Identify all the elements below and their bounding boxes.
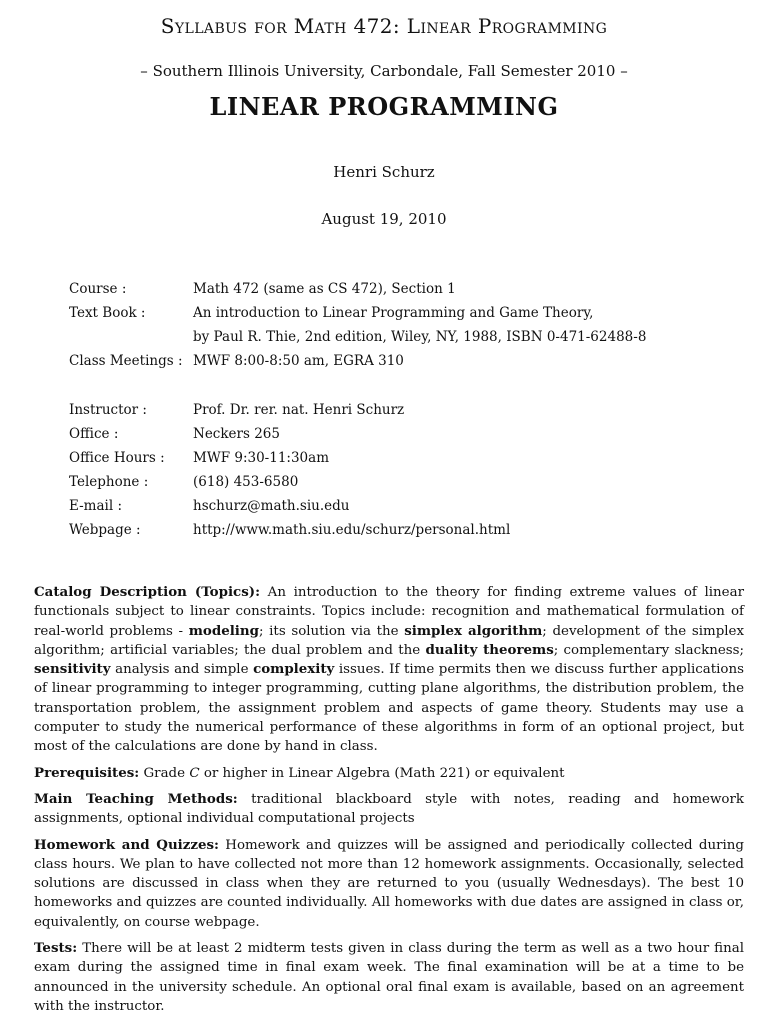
paragraph-text: ; development of the simplex algorithm; artificial variables; the dual problem and the: [34, 623, 745, 658]
keyword: duality theorems: [425, 641, 554, 658]
keyword: sensitivity: [34, 661, 111, 678]
section-heading: Homework and Quizzes:: [34, 836, 219, 853]
section-heading: Main Teaching Methods:: [34, 790, 238, 807]
paragraph-text: or higher in Linear Algebra (Math 221) or equivalent: [199, 765, 565, 781]
info-value: hschurz@math.siu.edu: [193, 498, 350, 514]
info-label: Webpage :: [69, 522, 141, 538]
syllabus-body: [34, 583, 744, 1023]
info-value: An introduction to Linear Programming and Game Theory,: [193, 305, 594, 321]
paragraph-text: An introduction to the theory for finding extreme values of linear functionals subject to linear constraints. Topics include: recognition and mathematical formulation of real-world problems -: [34, 585, 744, 639]
prerequisites-paragraph: [34, 764, 744, 783]
grade-value: C: [189, 765, 200, 781]
info-label: E-mail :: [69, 498, 122, 514]
info-value: Neckers 265: [193, 426, 280, 442]
paragraph-text: issues. If time permits then we discuss further applications of linear programming to integer programming, cutting plane algorithms, the distribution problem, the transportation problem, the assignment problem and aspects of game theory. Students may use a computer to study the numerical performance of these algorithms in form of an optional project, but most of the calculations are done by hand in class.: [34, 662, 744, 755]
info-value: (618) 453-6580: [193, 474, 299, 490]
paragraph-text: There will be at least 2 midterm tests given in class during the term as well as a two hour final exam during the assigned time in final exam week. The final examination will be at a time to be announced in the university schedule. An optional oral final exam is available, based on an agreement with the instructor.: [34, 941, 744, 1014]
info-label: Course :: [69, 281, 127, 297]
keyword: simplex algorithm: [404, 622, 543, 639]
section-heading: Prerequisites:: [34, 764, 140, 781]
info-value: Math 472 (same as CS 472), Section 1: [193, 281, 456, 297]
info-label: Office :: [69, 426, 119, 442]
author: Henri Schurz: [333, 163, 435, 181]
tests-paragraph: [34, 939, 744, 1016]
paragraph-text: Grade: [139, 765, 190, 781]
keyword: complexity: [253, 661, 335, 678]
info-label: Office Hours :: [69, 450, 165, 466]
info-label: Telephone :: [69, 474, 149, 490]
keyword: modeling: [188, 622, 259, 639]
info-value: MWF 8:00-8:50 am, EGRA 310: [193, 353, 404, 369]
info-value: MWF 9:30-11:30am: [193, 450, 329, 466]
main-title: LINEAR PROGRAMMING: [209, 92, 559, 121]
teaching-methods-paragraph: [34, 790, 744, 829]
info-value: Prof. Dr. rer. nat. Henri Schurz: [193, 402, 405, 418]
syllabus-title-text: Syllabus for Math 472: Linear Programming: [160, 14, 608, 38]
catalog-description-paragraph: [34, 583, 744, 757]
paragraph-text: ; its solution via the: [259, 623, 405, 639]
syllabus-title: [0, 14, 768, 38]
paragraph-text: traditional blackboard style with notes, reading and homework assignments, optional individual computational projects: [34, 791, 744, 827]
info-label: Class Meetings :: [69, 353, 183, 369]
homework-paragraph: [34, 836, 744, 932]
info-value: by Paul R. Thie, 2nd edition, Wiley, NY, 1988, ISBN 0-471-62488-8: [193, 329, 647, 345]
info-label: Instructor :: [69, 402, 147, 418]
section-heading: Catalog Description (Topics):: [34, 584, 261, 600]
info-label: Text Book :: [69, 305, 146, 321]
date: August 19, 2010: [321, 210, 447, 228]
paragraph-text: analysis and simple: [110, 662, 254, 678]
paragraph-text: Homework and quizzes will be assigned and periodically collected during class hours. We plan to have collected not more than 12 homework assignments. Occasionally, selected solutions are discussed in class when they are returned to you (usually Wednesdays). The best 10 homeworks and quizzes are counted individually. All homeworks with due dates are assigned in class or, equivalently, on course webpage.: [34, 837, 745, 930]
section-heading: Tests:: [34, 940, 78, 957]
paragraph-text: ; complementary slackness;: [553, 642, 744, 658]
institution-line: – Southern Illinois University, Carbondale, Fall Semester 2010 –: [140, 62, 628, 80]
info-value: http://www.math.siu.edu/schurz/personal.html: [193, 522, 511, 538]
